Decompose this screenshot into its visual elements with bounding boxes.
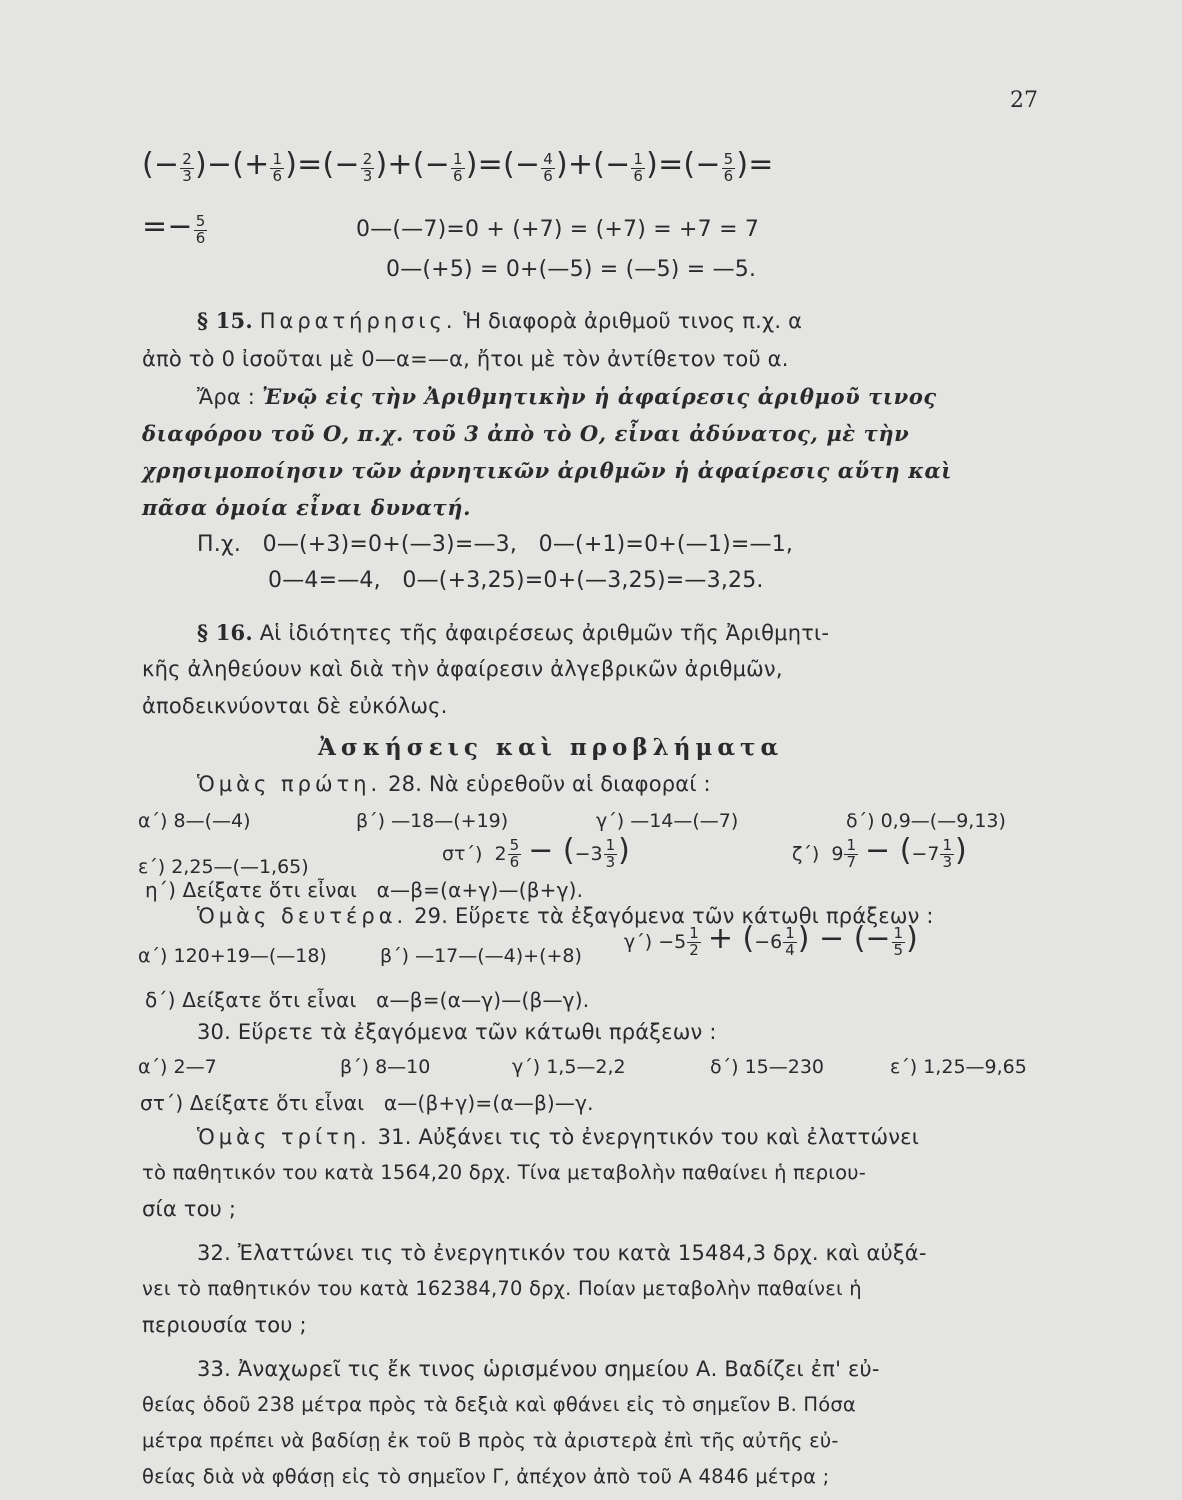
s16-line-1: § 16. Αἱ ἰδιότητες τῆς ἀφαιρέσεως ἀριθμῶν τῆς Ἀριθμητι- <box>197 620 830 645</box>
ex29-a: α΄) 120+19—(—18) <box>138 945 327 967</box>
group1-intro: Ὁμὰς πρώτη. 28. Νὰ εὑρεθοῦν αἱ διαφοραί : <box>197 772 711 796</box>
ex28-z: ζ΄) 9 $\frac{1}{7}$ − (−7 $\frac{1}{3}$ ) <box>792 833 967 871</box>
ex28-c: γ΄) —14—(—7) <box>596 810 739 832</box>
ex28-b: β΄) —18—(+19) <box>356 810 509 832</box>
ex33-line-2: θείας ὁδοῦ 238 μέτρα πρὸς τὰ δεξιὰ καὶ φθάνει εἰς τὸ σημεῖον Β. Πόσα <box>142 1393 856 1416</box>
ex31-line-1: Ὁμὰς τρίτη. 31. Αὐξάνει τις τὸ ἐνεργητικόν του καὶ ἐλαττώνει <box>197 1125 920 1149</box>
ex30-a: α΄) 2—7 <box>138 1056 217 1078</box>
ex28-d: δ΄) 0,9—(—9,13) <box>846 810 1006 832</box>
ex32-line-2: νει τὸ παθητικόν του κατὰ 162384,70 δρχ. Ποίαν μεταβολὴν παθαίνει ἡ <box>142 1277 862 1300</box>
fraction: $\frac{2}{3}$ <box>182 149 192 185</box>
s15-line-6: πᾶσα ὁμοία εἶναι δυνατή. <box>142 495 472 520</box>
ex30-st: στ΄) Δείξατε ὅτι εἶναι α—(β+γ)=(α—β)—γ. <box>140 1091 594 1115</box>
ex31-line-2: τὸ παθητικόν του κατὰ 1564,20 δρχ. Τίνα μεταβολὴν παθαίνει ἡ περιου- <box>142 1161 866 1184</box>
ex33-line-1: 33. Ἀναχωρεῖ τις ἔκ τινος ὡρισμένου σημείου Α. Βαδίζει ἐπ' εὐ- <box>197 1357 880 1381</box>
ex28-st: στ΄) 2 $\frac{5}{6}$ − (−3 $\frac{1}{3}$ ) <box>442 833 630 871</box>
ex33-line-4: θείας διὰ νὰ φθάσῃ εἰς τὸ σημεῖον Γ, ἀπέχον ἀπὸ τοῦ Α 4846 μέτρα ; <box>142 1465 830 1488</box>
s15-line-2: ἀπὸ τὸ 0 ἰσοῦται μὲ 0—α=—α, ἤτοι μὲ τὸν ἀντίθετον τοῦ α. <box>142 347 789 371</box>
equation-line-1: (− $\frac{2}{3}$ )−(+ $\frac{1}{6}$ )=(− $\frac{2}{3}$ )+(− $\frac{1}{6}$ )=(− $\frac{4}{6}$ )+(− $\frac{1}{6}$ )=(− $\frac{5}{6}$ )= <box>142 147 774 185</box>
s15-example-2: 0—4=—4, 0—(+3,25)=0+(—3,25)=—3,25. <box>268 568 764 593</box>
s15-line-5: χρησιμοποίησιν τῶν ἀρνητικῶν ἀριθμῶν ἡ ἀφαίρεσις αὕτη καὶ <box>142 458 953 483</box>
ex32-line-1: 32. Ἐλαττώνει τις τὸ ἐνεργητικόν του κατὰ 15484,3 δρχ. καὶ αὐξά- <box>197 1241 927 1265</box>
ex33-line-3: μέτρα πρέπει νὰ βαδίσῃ ἐκ τοῦ Β πρὸς τὰ ἀριστερὰ ἐπὶ τῆς αὐτῆς εὐ- <box>142 1429 839 1452</box>
ex30-c: γ΄) 1,5—2,2 <box>512 1056 626 1078</box>
ex29-c: γ΄) −5 $\frac{1}{2}$ + (−6 $\frac{1}{4}$ ) − (− $\frac{1}{5}$ ) <box>624 921 918 959</box>
ex28-e: ε΄) 2,25—(—1,65) <box>138 856 309 878</box>
ex28-h: η΄) Δείξατε ὅτι εἶναι α—β=(α+γ)—(β+γ). <box>145 878 584 902</box>
ex30-e: ε΄) 1,25—9,65 <box>890 1056 1027 1078</box>
ex30-intro: 30. Εὕρετε τὰ ἐξαγόμενα τῶν κάτωθι πράξεων : <box>197 1020 717 1044</box>
page-number: 27 <box>1010 88 1038 113</box>
s15-example-1: Π.χ. 0—(+3)=0+(—3)=—3, 0—(+1)=0+(—1)=—1, <box>197 532 794 557</box>
s16-line-3: ἀποδεικνύονται δὲ εὐκόλως. <box>142 694 448 718</box>
s16-line-2: κῆς ἀληθεύουν καὶ διὰ τὴν ἀφαίρεσιν ἀλγεβρικῶν ἀριθμῶν, <box>142 657 783 681</box>
equation-line-2: 0—(—7)=0 + (+7) = (+7) = +7 = 7 <box>356 217 760 242</box>
ex28-a: α΄) 8—(—4) <box>138 810 251 832</box>
ex29-b: β΄) —17—(—4)+(+8) <box>380 945 582 967</box>
ex31-line-3: σία του ; <box>142 1197 237 1221</box>
s15-line-1: § 15. Παρατήρησις. Ἡ διαφορὰ ἀριθμοῦ τινος π.χ. α <box>197 308 803 333</box>
ex30-d: δ΄) 15—230 <box>710 1056 825 1078</box>
equation-line-2-lead: =− $\frac{5}{6}$ <box>142 209 206 247</box>
ex32-line-3: περιουσία του ; <box>142 1313 307 1337</box>
group2-intro: Ὁμὰς δευτέρα. 29. Εὕρετε τὰ ἐξαγόμενα τῶν κάτωθι πράξεων : <box>197 904 934 928</box>
exercises-heading: Ἀσκήσεις καὶ προβλήματα <box>318 734 784 761</box>
ex30-b: β΄) 8—10 <box>340 1056 431 1078</box>
s15-line-3: Ἄρα : Ἐνῷ εἰς τὴν Ἀριθμητικὴν ἡ ἀφαίρεσις ἀριθμοῦ τινος <box>197 384 937 409</box>
s15-line-4: διαφόρου τοῦ Ο, π.χ. τοῦ 3 ἀπὸ τὸ Ο, εἶναι ἀδύνατος, μὲ τὴν <box>142 421 910 446</box>
ex29-d: δ΄) Δείξατε ὅτι εἶναι α—β=(α—γ)—(β—γ). <box>145 988 590 1012</box>
equation-line-3: 0—(+5) = 0+(—5) = (—5) = —5. <box>386 257 757 282</box>
